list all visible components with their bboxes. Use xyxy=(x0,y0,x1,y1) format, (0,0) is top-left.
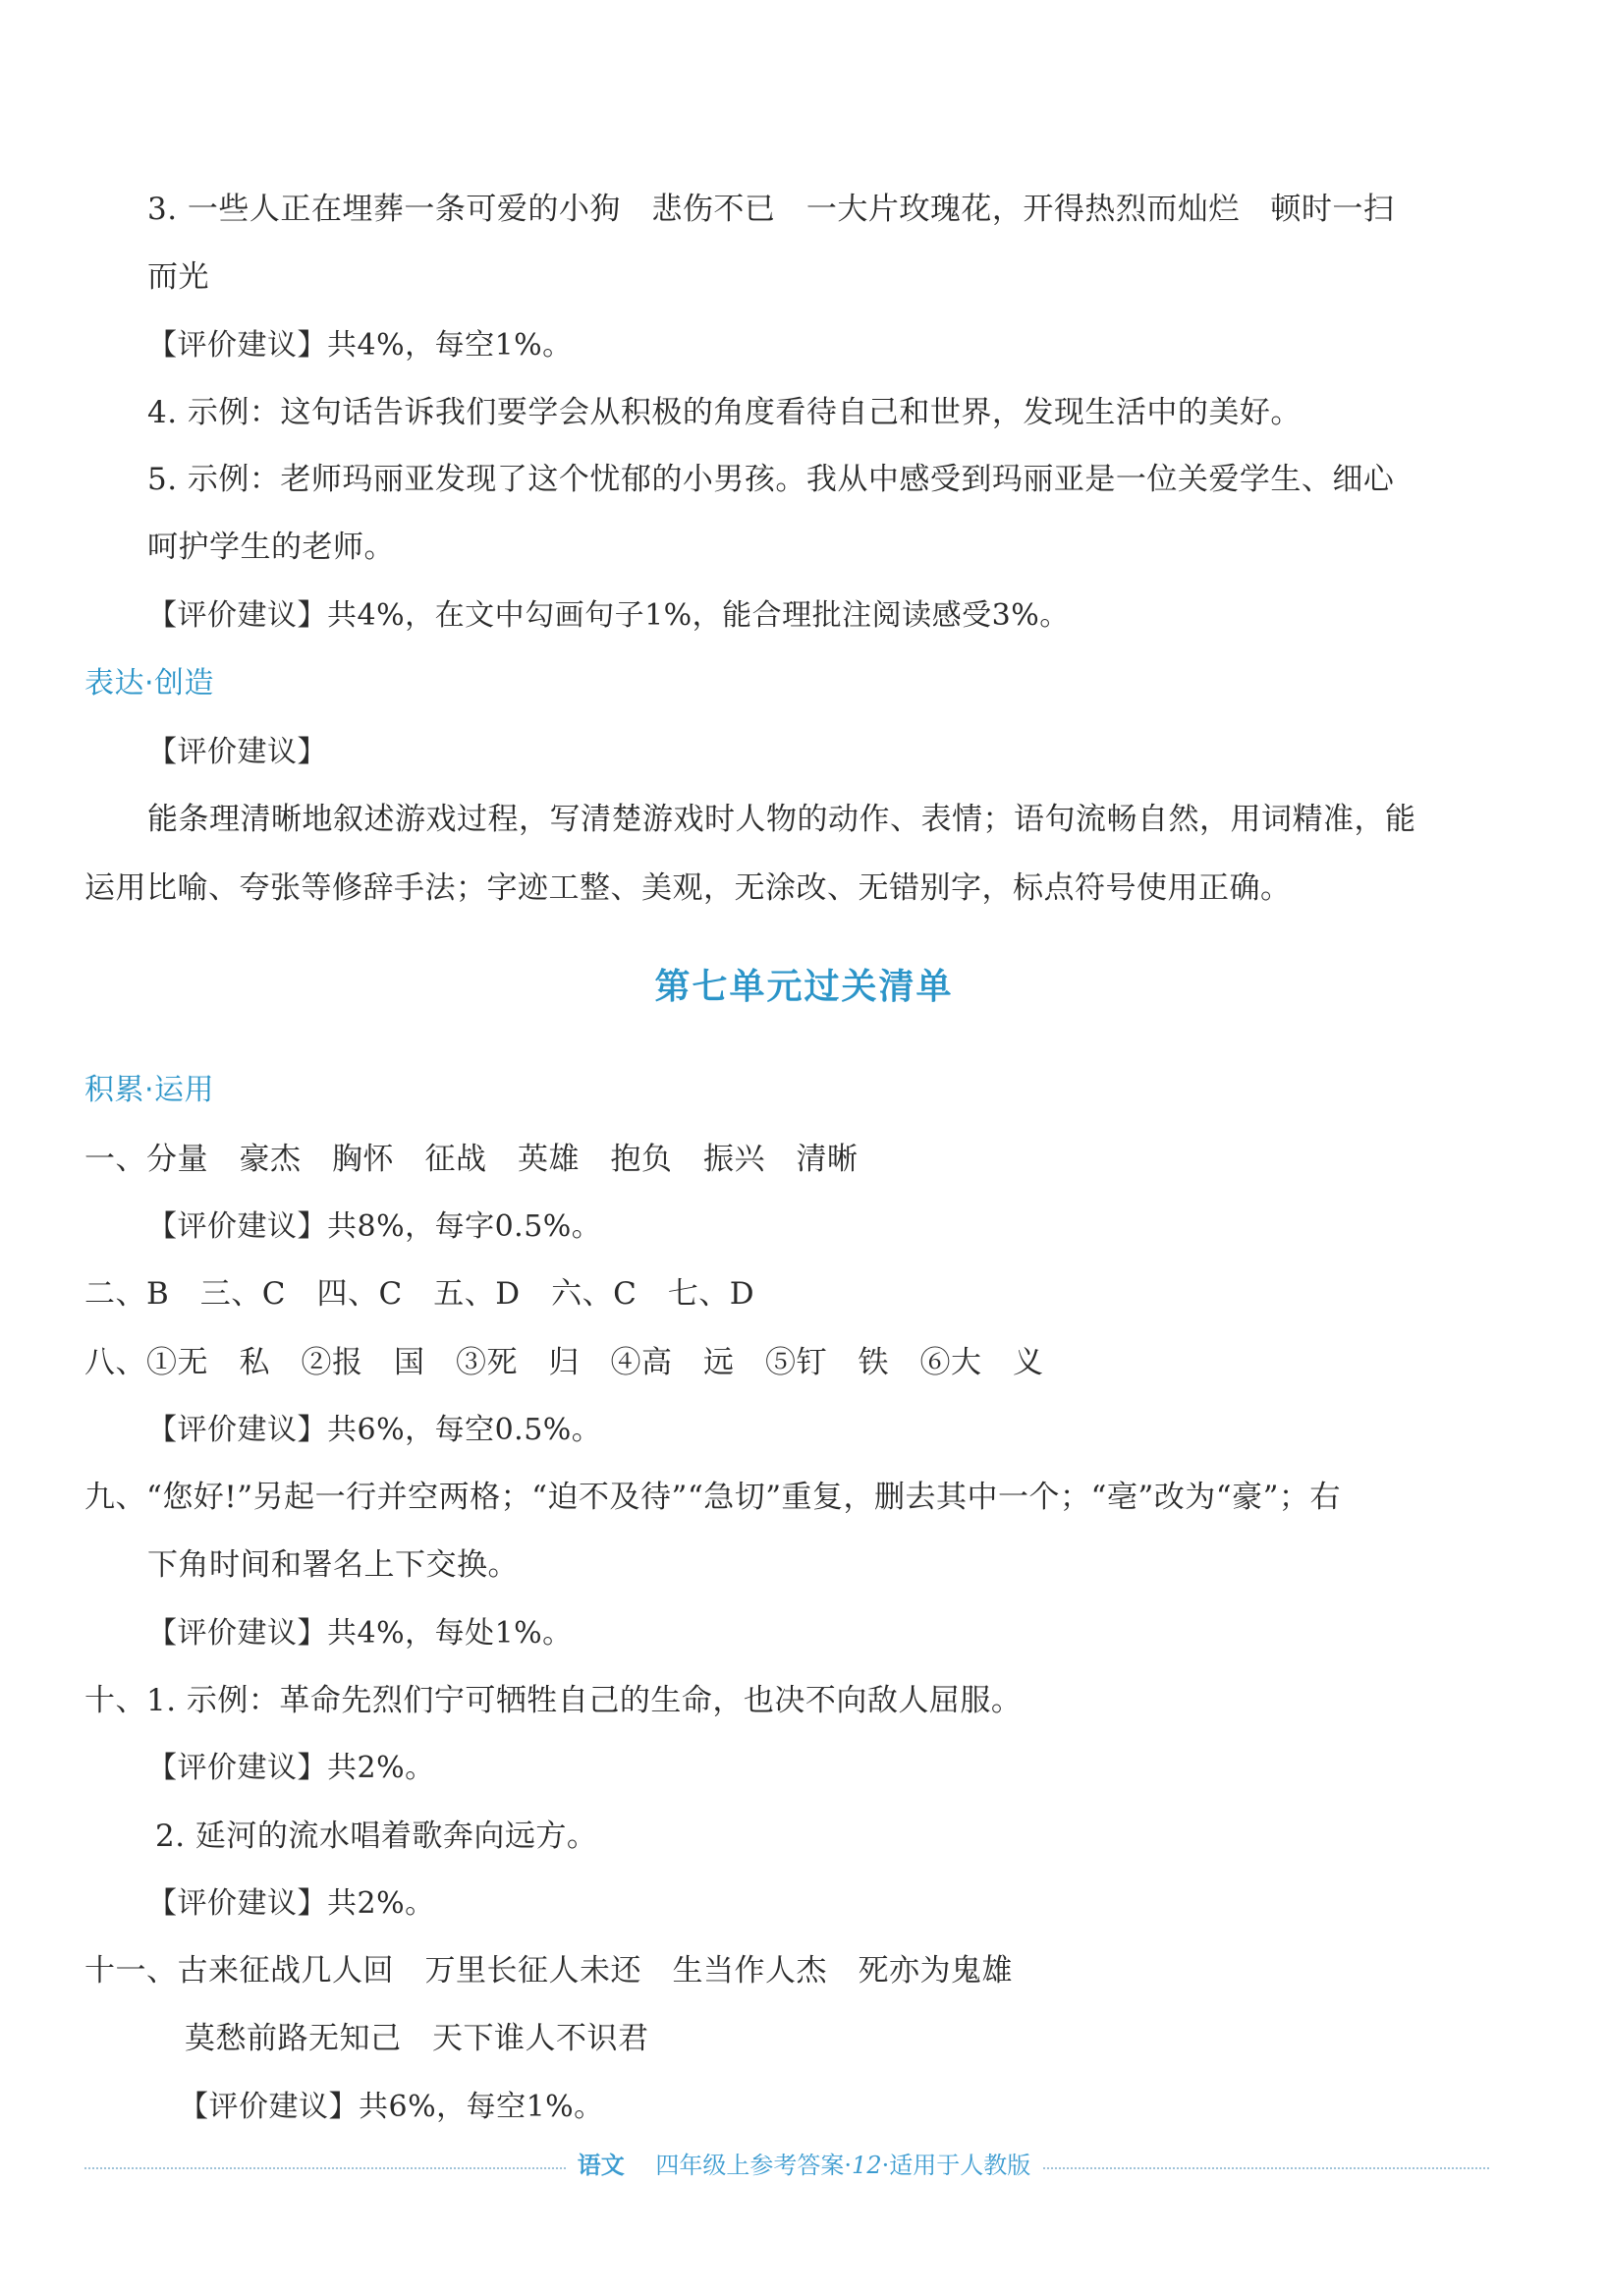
answer-11-line-1: 十一、古来征战几人回 万里长征人未还 生当作人杰 死亦为鬼雄 xyxy=(84,1953,1013,1988)
answer-9-line-2: 下角时间和署名上下交换。 xyxy=(147,1547,519,1583)
eval-note: 【评价建议】共4%，在文中勾画句子1%，能合理批注阅读感受3%。 xyxy=(147,598,1070,633)
eval-note: 【评价建议】共8%，每字0.5%。 xyxy=(147,1209,602,1244)
footer-edition: 适用于人教版 xyxy=(889,2152,1031,2179)
answer-8: 八、①无 私 ②报 国 ③死 归 ④高 远 ⑤钉 铁 ⑥大 义 xyxy=(84,1345,1044,1380)
answer-5-line-1: 5. 示例：老师玛丽亚发现了这个忧郁的小男孩。我从中感受到玛丽亚是一位关爱学生、细心 xyxy=(147,462,1395,497)
expression-paragraph-line-2: 运用比喻、夸张等修辞手法；字迹工整、美观，无涂改、无错别字，标点符号使用正确。 xyxy=(84,870,1292,906)
unit-title: 第七单元过关清单 xyxy=(654,966,954,1007)
footer-subject: 语文 xyxy=(577,2151,625,2179)
section-heading-accumulate: 积累·运用 xyxy=(84,1073,215,1107)
answer-11-line-2: 莫愁前路无知己 天下谁人不识君 xyxy=(185,2021,649,2056)
page-number: 12 xyxy=(852,2152,882,2179)
expression-paragraph-line-1: 能条理清晰地叙述游戏过程，写清楚游戏时人物的动作、表情；语句流畅自然，用词精准，能 xyxy=(147,802,1416,837)
footer-title: 四年级上参考答案 xyxy=(655,2152,845,2179)
answer-10-2: 2. 延河的流水唱着歌奔向远方。 xyxy=(155,1819,598,1854)
answer-9-line-1: 九、“您好!”另起一行并空两格；“迫不及待”“急切”重复，删去其中一个；“亳”改为“豪”；右 xyxy=(84,1480,1341,1515)
answer-4: 4. 示例：这句话告诉我们要学会从积极的角度看待自己和世界，发现生活中的美好。 xyxy=(147,395,1302,430)
answer-10-1: 十、1. 示例：革命先烈们宁可牺牲自己的生命，也决不向敌人屈服。 xyxy=(84,1683,1023,1718)
answer-3-line-2: 而光 xyxy=(147,259,209,295)
page-footer: 语文 四年级上参考答案·12·适用于人教版 xyxy=(0,2148,1608,2183)
eval-note: 【评价建议】共6%，每空1%。 xyxy=(179,2090,604,2124)
answer-5-line-2: 呵护学生的老师。 xyxy=(147,530,395,565)
eval-label: 【评价建议】 xyxy=(147,735,327,769)
answer-2-to-7: 二、B 三、C 四、C 五、D 六、C 七、D xyxy=(84,1276,755,1312)
answer-1: 一、分量 豪杰 胸怀 征战 英雄 抱负 振兴 清晰 xyxy=(84,1142,859,1177)
eval-note: 【评价建议】共2%。 xyxy=(147,1886,435,1921)
eval-note: 【评价建议】共2%。 xyxy=(147,1751,435,1785)
eval-note: 【评价建议】共4%，每空1%。 xyxy=(147,328,573,363)
answer-3-line-1: 3. 一些人正在埋葬一条可爱的小狗 悲伤不已 一大片玫瑰花，开得热烈而灿烂 顿时一扫 xyxy=(147,192,1395,227)
eval-note: 【评价建议】共4%，每处1%。 xyxy=(147,1616,573,1651)
eval-note: 【评价建议】共6%，每空0.5%。 xyxy=(147,1413,602,1447)
section-heading-expression: 表达·创造 xyxy=(84,666,215,700)
